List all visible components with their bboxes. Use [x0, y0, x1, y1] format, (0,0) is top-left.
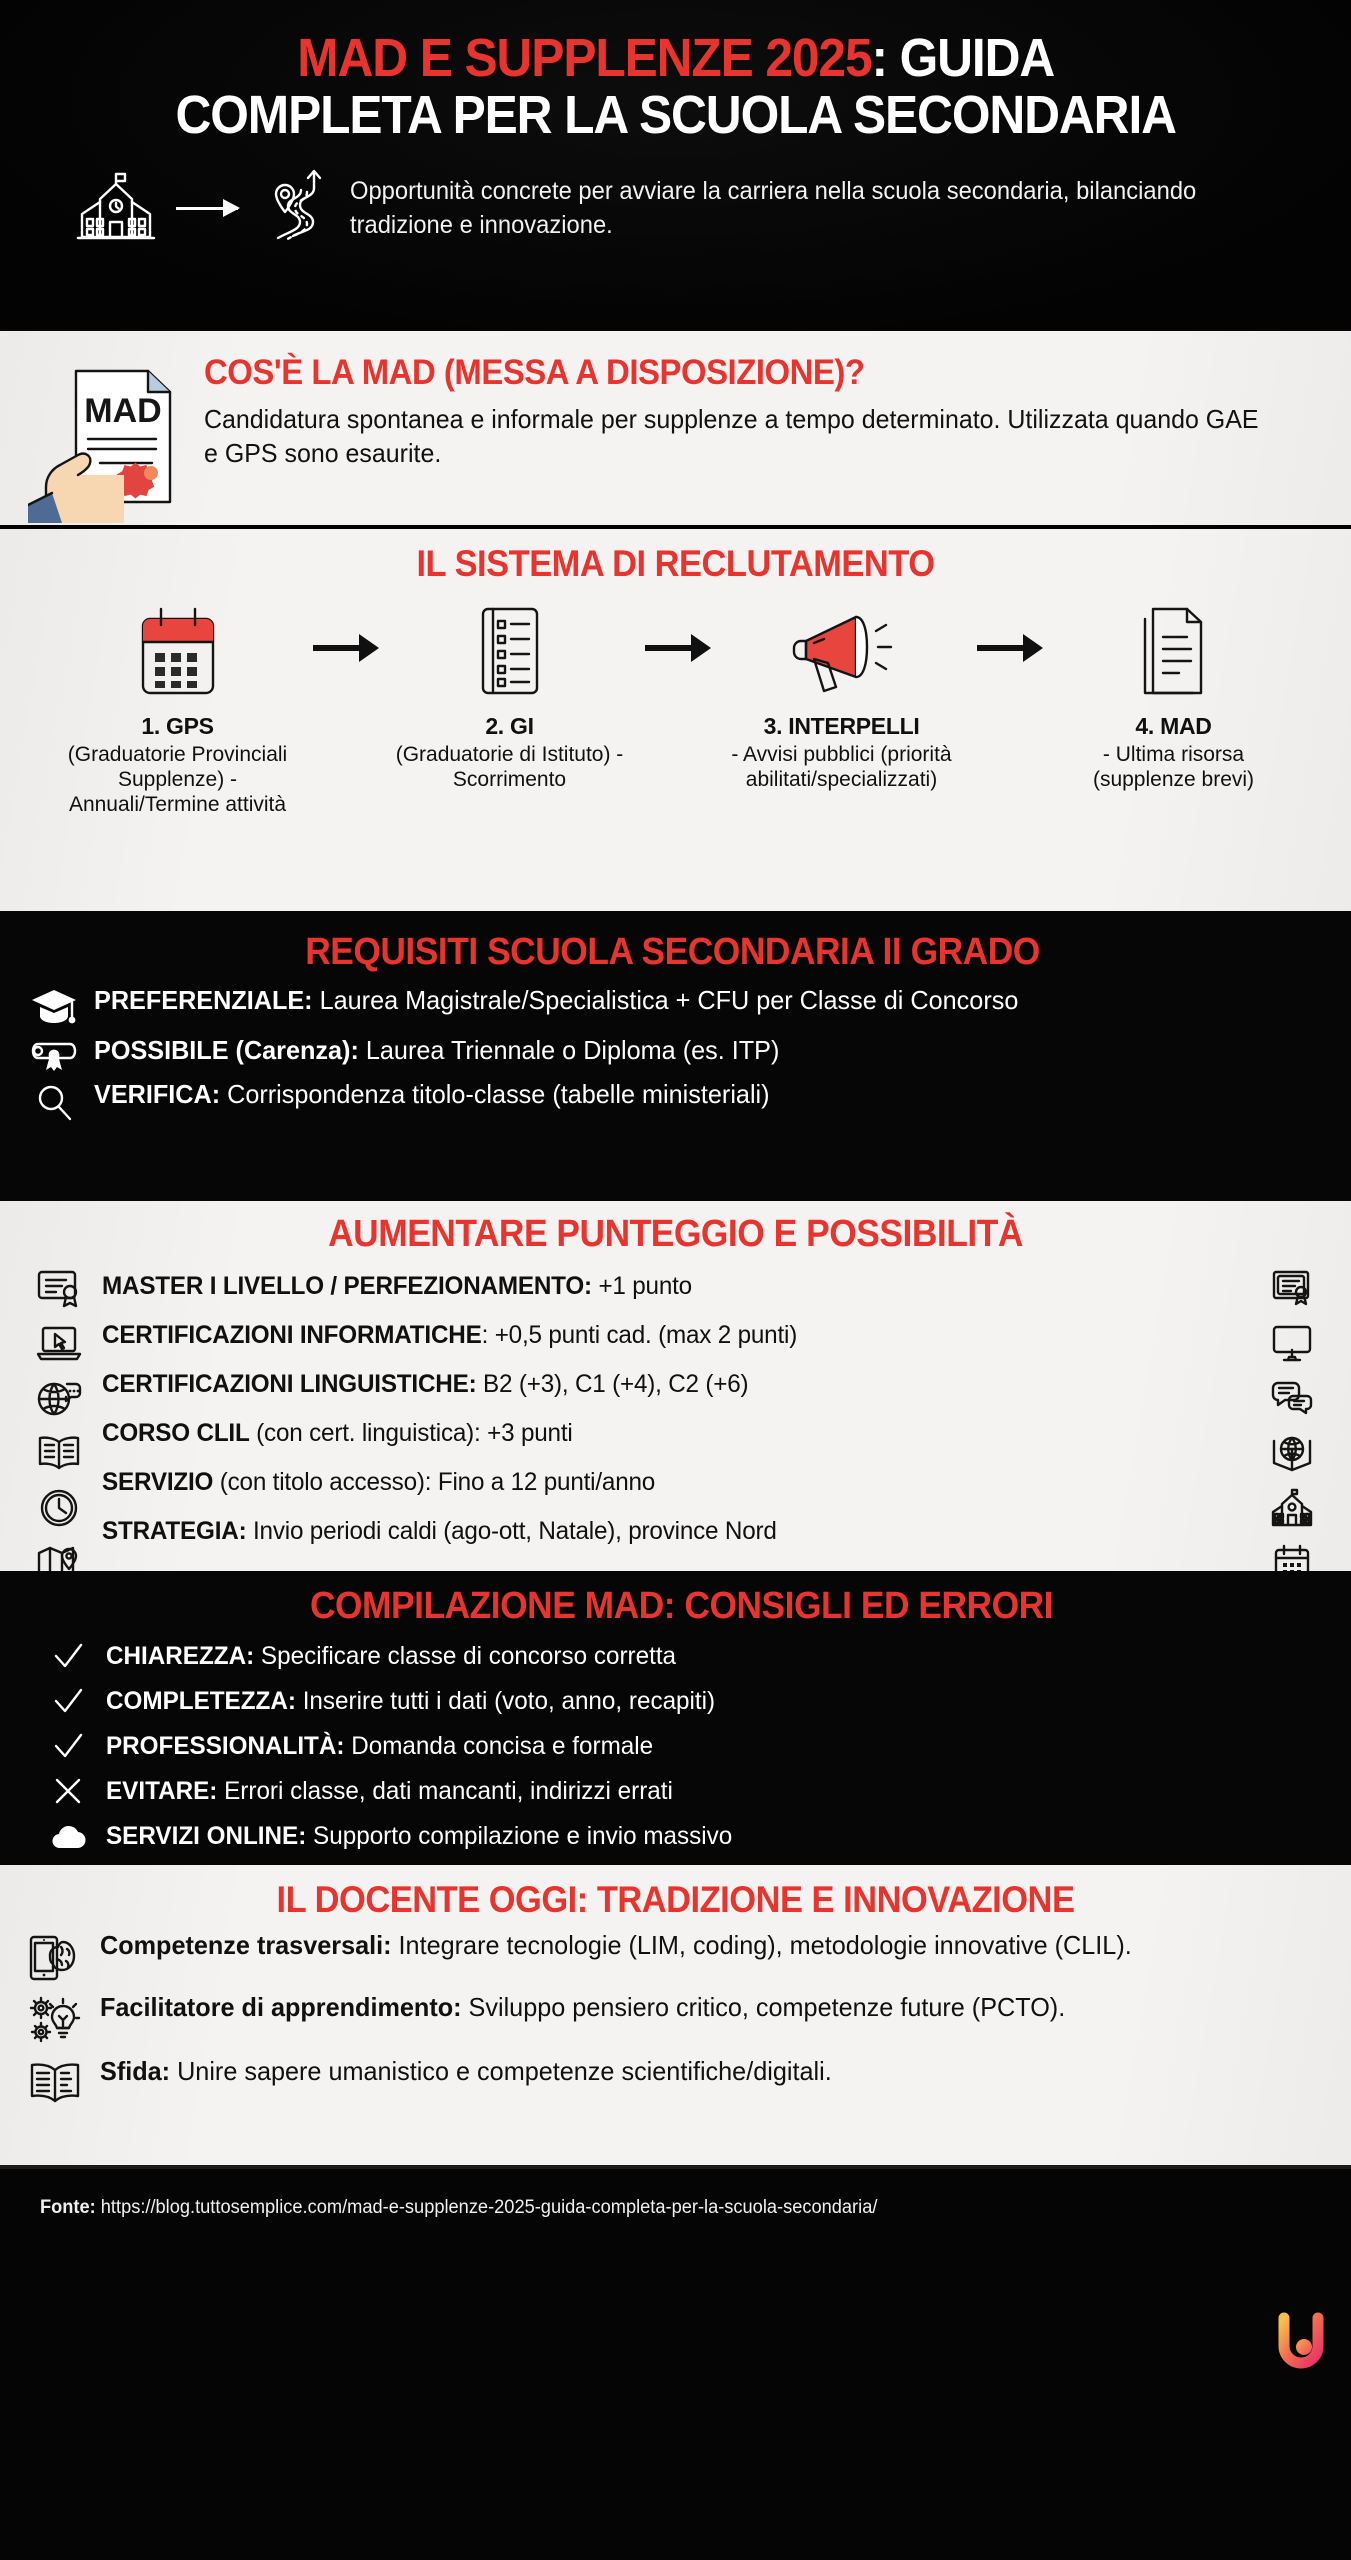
svg-text:MAD: MAD — [84, 392, 162, 430]
score-label: CERTIFICAZIONI INFORMATICHE — [102, 1320, 482, 1349]
laptop-cursor-icon — [36, 1319, 82, 1367]
source-label: Fonte: — [40, 2197, 96, 2218]
requirement-body: Corrispondenza titolo-classe (tabelle ministeriali) — [220, 1078, 770, 1109]
flow-step-desc: (Graduatorie di Istituto) - Scorrimento — [395, 742, 624, 791]
teacher-text — [100, 1991, 1065, 2025]
score-value: (con titolo accesso): Fino a 12 punti/anno — [213, 1467, 656, 1496]
header-subtitle: Opportunità concrete per avviare la carriera nella scuola secondaria, bilanciando tradizione e innovazione. — [350, 177, 1197, 239]
flow-step-mad — [1054, 599, 1294, 792]
score-label: CORSO CLIL — [102, 1418, 250, 1447]
source-line — [40, 2197, 1260, 2219]
teacher-row — [26, 2055, 1325, 2107]
open-book-icon — [26, 2055, 84, 2107]
teacher-text — [100, 1929, 1132, 1963]
score-rows — [102, 1262, 1249, 1587]
footer-section — [0, 2165, 1351, 2390]
header-subtitle-row — [36, 166, 1315, 251]
requirements-title: REQUISITI SCUOLA SECONDARIA II GRADO — [305, 931, 1040, 973]
compilation-text: Errori classe, dati mancanti, indirizzi errati — [217, 1776, 673, 1805]
diploma-scroll-icon — [28, 1034, 80, 1072]
score-label: STRATEGIA: — [102, 1516, 247, 1545]
magnifier-icon — [28, 1078, 80, 1122]
flow-step-desc: (Graduatorie Provinciali Supplenze) - Annuali/Termine attività — [67, 742, 288, 817]
score-value: : +0,5 punti cad. (max 2 punti) — [481, 1320, 798, 1349]
score-row — [102, 1409, 1249, 1458]
documents-stack-icon — [1135, 599, 1213, 703]
certificate-icon — [36, 1264, 82, 1312]
requirement-body: Laurea Triennale o Diploma (es. ITP) — [358, 1034, 780, 1065]
recruitment-section — [0, 525, 1351, 911]
check-icon — [46, 1686, 90, 1716]
compilation-text: Inserire tutti i dati (voto, anno, recapiti) — [295, 1686, 716, 1715]
requirement-label: POSSIBILE (Carenza): — [94, 1034, 359, 1065]
certificate-framed-icon — [1270, 1264, 1314, 1312]
score-row — [102, 1507, 1249, 1556]
teacher-label: Sfida: — [100, 2055, 171, 2086]
checklist-icon — [477, 599, 543, 703]
graduation-cap-icon — [28, 984, 80, 1028]
teacher-label: Facilitatore di apprendimento: — [100, 1991, 462, 2022]
globe-speech-icon — [36, 1374, 82, 1422]
compilation-row — [46, 1724, 1317, 1769]
desktop-monitor-icon — [1270, 1319, 1314, 1367]
compilation-label: CHIAREZZA: — [106, 1641, 255, 1670]
compilation-label: SERVIZI ONLINE: — [106, 1821, 307, 1850]
tablet-brain-icon — [26, 1929, 84, 1983]
flow-step-gi — [390, 599, 630, 792]
globe-book-icon — [1270, 1429, 1314, 1477]
compilation-label: PROFESSIONALITÀ: — [106, 1731, 345, 1760]
speech-bubbles-icon — [1270, 1374, 1314, 1422]
flow-step-name: 1. GPS — [141, 712, 214, 739]
compilation-text: Supporto compilazione e invio massivo — [306, 1821, 733, 1850]
compilation-row — [46, 1679, 1317, 1724]
cloud-icon — [46, 1822, 90, 1850]
flow-step-name: 4. MAD — [1135, 712, 1212, 739]
requirement-label: VERIFICA: — [94, 1078, 221, 1109]
score-label: CERTIFICAZIONI LINGUISTICHE: — [102, 1369, 477, 1398]
compilation-tips-section — [0, 1571, 1351, 1865]
compilation-text: Domanda concisa e formale — [344, 1731, 654, 1760]
score-title: AUMENTARE PUNTEGGIO E POSSIBILITÀ — [328, 1213, 1023, 1255]
teacher-body: Sviluppo pensiero critico, competenze future (PCTO). — [461, 1991, 1066, 2022]
compilation-row — [46, 1634, 1317, 1679]
open-book-icon — [36, 1429, 82, 1477]
teacher-row — [26, 1929, 1325, 1983]
requirement-label: PREFERENZIALE: — [94, 984, 313, 1015]
score-row — [102, 1458, 1249, 1507]
mad-definition-section — [0, 331, 1351, 525]
flow-step-desc: - Avvisi pubblici (priorità abilitati/specializzati) — [731, 742, 952, 791]
flow-arrow-icon — [298, 645, 390, 651]
megaphone-icon — [790, 599, 894, 703]
check-icon — [46, 1641, 90, 1671]
check-icon — [46, 1731, 90, 1761]
flow-arrow-icon — [630, 645, 722, 651]
requirement-text — [94, 1034, 779, 1067]
requirement-text — [94, 1078, 770, 1111]
teacher-today-section — [0, 1865, 1351, 2165]
flow-step-gps — [58, 599, 298, 818]
teacher-row — [26, 1991, 1325, 2047]
requirements-section — [0, 911, 1351, 1201]
recruitment-title: IL SISTEMA DI RECLUTAMENTO — [416, 543, 935, 584]
mad-heading: COS'È LA MAD (MESSA A DISPOSIZIONE)? — [204, 353, 865, 392]
flow-step-interpelli — [722, 599, 962, 792]
score-row — [102, 1360, 1249, 1409]
u-brand-logo — [1275, 2312, 1327, 2370]
score-left-icon-column — [16, 1262, 102, 1587]
road-route-pin-icon — [256, 166, 332, 251]
recruitment-flow — [18, 599, 1333, 818]
title-line-2: COMPLETA PER LA SCUOLA SECONDARIA — [175, 85, 1176, 146]
header-section — [0, 0, 1351, 331]
score-boost-section — [0, 1201, 1351, 1571]
calendar-icon — [137, 599, 219, 703]
score-row — [102, 1311, 1249, 1360]
score-value: Invio periodi caldi (ago-ott, Natale), province Nord — [246, 1516, 777, 1545]
flow-step-name: 3. INTERPELLI — [763, 712, 920, 739]
score-label: MASTER I LIVELLO / PERFEZIONAMENTO: — [102, 1271, 592, 1300]
gears-lightbulb-icon — [26, 1991, 84, 2047]
teacher-text — [100, 2055, 832, 2089]
teacher-title: IL DOCENTE OGGI: TRADIZIONE E INNOVAZIONE — [276, 1879, 1075, 1920]
requirement-item — [28, 984, 1317, 1028]
page-title — [175, 30, 1175, 144]
flow-step-desc: - Ultima risorsa (supplenze brevi) — [1092, 742, 1255, 791]
clock-icon — [36, 1484, 82, 1532]
flow-arrow-icon — [962, 645, 1054, 651]
requirement-body: Laurea Magistrale/Specialistica + CFU per Classe di Concorso — [312, 984, 1019, 1015]
teacher-body: Integrare tecnologie (LIM, coding), metodologie innovative (CLIL). — [391, 1929, 1132, 1960]
requirement-item — [28, 1034, 1317, 1072]
compilation-row — [46, 1769, 1317, 1814]
score-label: SERVIZIO — [102, 1467, 214, 1496]
score-value: B2 (+3), C1 (+4), C2 (+6) — [476, 1369, 749, 1398]
teacher-body: Unire sapere umanistico e competenze scientifiche/digitali. — [170, 2055, 832, 2086]
hand-holding-mad-document-icon — [28, 347, 188, 528]
mad-body-text: Candidatura spontanea e informale per supplenze a tempo determinato. Utilizzata quando GAE e GPS sono esaurite. — [204, 404, 1259, 468]
compilation-row — [46, 1814, 1317, 1859]
school-building-icon — [1270, 1484, 1314, 1532]
title-white-part: : GUIDA — [871, 28, 1054, 88]
compilation-text: Specificare classe di concorso corretta — [254, 1641, 677, 1670]
cross-icon — [46, 1776, 90, 1806]
score-value: +1 punto — [591, 1271, 692, 1300]
compilation-label: COMPLETEZZA: — [106, 1686, 296, 1715]
compilation-title: COMPILAZIONE MAD: CONSIGLI ED ERRORI — [309, 1585, 1054, 1627]
arrow-right-icon — [176, 207, 238, 210]
score-row — [102, 1262, 1249, 1311]
source-url: https://blog.tuttosemplice.com/mad-e-supplenze-2025-guida-completa-per-la-scuola-secondaria/ — [95, 2197, 878, 2218]
requirement-item — [28, 1078, 1317, 1122]
title-red-part: MAD E SUPPLENZE 2025 — [297, 28, 872, 88]
teacher-label: Competenze trasversali: — [100, 1929, 392, 1960]
school-building-icon — [74, 168, 158, 249]
flow-step-name: 2. GI — [485, 712, 534, 739]
score-right-icon-column — [1249, 1262, 1335, 1587]
requirement-text — [94, 984, 1018, 1017]
score-value: (con cert. linguistica): +3 punti — [249, 1418, 573, 1447]
compilation-label: EVITARE: — [106, 1776, 218, 1805]
